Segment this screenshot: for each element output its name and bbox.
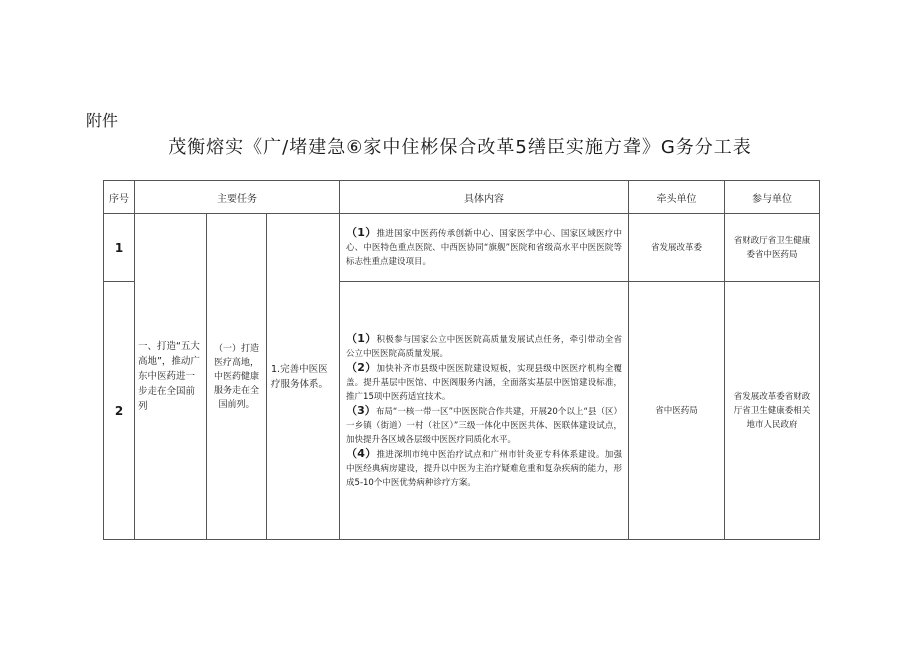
attachment-label: 附件 xyxy=(86,111,119,130)
content-item xyxy=(346,404,622,447)
task-level3-cell: 1.完善中医医疗服务体系。 xyxy=(267,214,340,540)
item-number: （1） xyxy=(346,331,377,345)
header-main-task: 主要任务 xyxy=(135,181,340,214)
header-seq: 序号 xyxy=(104,181,135,214)
task-division-table xyxy=(103,180,820,540)
item-text: 推进深圳市纯中医治疗试点和广州市针灸亚专科体系建设。加强中医经典病房建设，提升以中医为主治疗疑难危重和复杂疾病的能力，形成5-10个中医优势病种诊疗方案。 xyxy=(346,449,623,488)
header-row xyxy=(104,181,820,214)
item-text: 积极参与国家公立中医医院高质量发展试点任务，牵引带动全省公立中医医院高质量发展。 xyxy=(346,334,623,359)
row-seq: 1 xyxy=(104,214,135,282)
content-item xyxy=(346,226,622,269)
document-title: 茂衡熔实《广/堵建急⑥家中住彬保合改革5缮臣实施方聋》G务分工表 xyxy=(168,137,752,158)
table-row xyxy=(104,214,820,282)
participating-units-cell: 省发展改革委省财政厅省卫生健康委相关地市人民政府 xyxy=(725,282,820,540)
item-number: （3） xyxy=(346,403,376,417)
lead-unit-cell: 省中医药局 xyxy=(629,282,725,540)
lead-unit-cell: 省发展改革委 xyxy=(629,214,725,282)
content-item xyxy=(346,361,622,404)
header-participating-units: 参与单位 xyxy=(725,181,820,214)
participating-units-cell: 省财政厅省卫生健康委省中医药局 xyxy=(725,214,820,282)
row-seq: 2 xyxy=(104,282,135,540)
item-number: （1） xyxy=(346,226,377,239)
content-item xyxy=(346,447,622,490)
content-cell xyxy=(340,282,629,540)
item-number: （4） xyxy=(346,446,377,460)
task-level1-cell: 一、打造“五大高地”，推动广东中医药进一步走在全国前列 xyxy=(135,214,207,540)
item-text: 布局“一核一带一区”中医医院合作共建，开展20个以上“县（区）一乡镇（街道）一村（社区）”三级一体化中医医共体、医联体建设试点，加快提升各区域各层级中医医疗同质化水平。 xyxy=(346,406,623,445)
header-content: 具体内容 xyxy=(340,181,629,214)
task-level2-cell: （一）打造医疗高地，中医药健康服务走在全国前列。 xyxy=(207,214,267,540)
content-item xyxy=(346,332,622,361)
item-number: （2） xyxy=(346,360,377,374)
item-text: 推进国家中医药传承创新中心、国家医学中心、国家区域医疗中心、中医特色重点医院、中西医协同“旗舰”医院和省级高水平中医医院等标志性重点建设项目。 xyxy=(346,229,623,267)
header-lead-unit: 牵头单位 xyxy=(629,181,725,214)
item-text: 加快补齐市县级中医医院建设短板，实现县级中医医疗机构全覆盖。提升基层中医馆、中医阁服务内涵，全面落实基层中医馆建设标准，推广15项中医药适宜技术。 xyxy=(346,363,623,402)
content-cell xyxy=(340,214,629,282)
